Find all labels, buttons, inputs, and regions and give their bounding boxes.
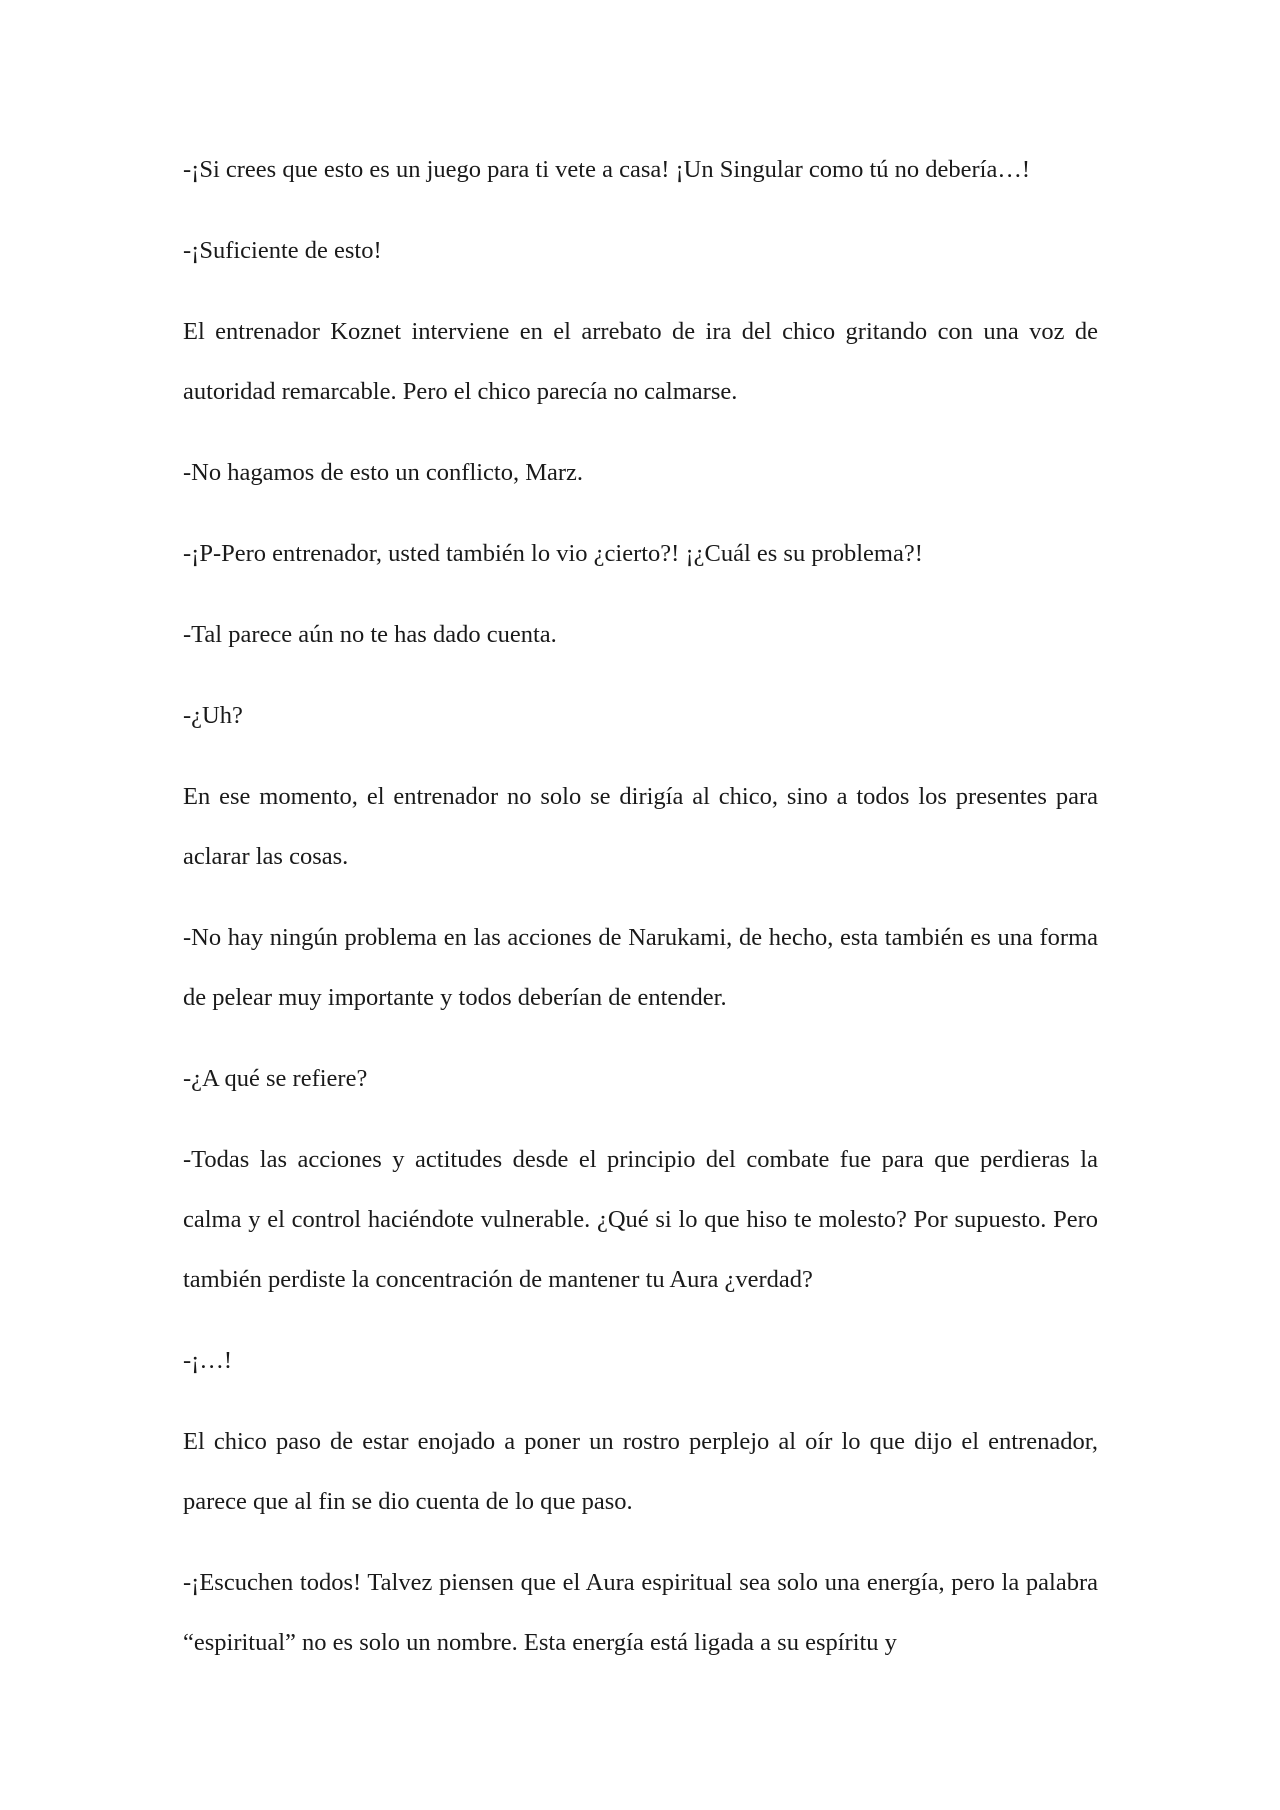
paragraph: El chico paso de estar enojado a poner un rostro perplejo al oír lo que dijo el entrenador, parece que al fin se dio cuenta de lo que paso. (183, 1428, 1098, 1515)
paragraph: -¿Uh? (183, 702, 243, 729)
paragraph: -¡Suficiente de esto! (183, 237, 382, 264)
paragraph: -¡Si crees que esto es un juego para ti vete a casa! ¡Un Singular como tú no debería…! (183, 156, 1030, 183)
paragraph: -¡P-Pero entrenador, usted también lo vio ¿cierto?! ¡¿Cuál es su problema?! (183, 540, 923, 567)
paragraph: -¡…! (183, 1347, 232, 1374)
paragraph: -¿A qué se refiere? (183, 1065, 368, 1092)
paragraph: En ese momento, el entrenador no solo se dirigía al chico, sino a todos los presentes para aclarar las cosas. (183, 783, 1098, 870)
paragraph: -No hay ningún problema en las acciones de Narukami, de hecho, esta también es una forma de pelear muy importante y todos deberían de entender. (183, 924, 1098, 1011)
paragraph: -Todas las acciones y actitudes desde el principio del combate fue para que perdieras la calma y el control haciéndote vulnerable. ¿Qué si lo que hiso te molesto? Por supuesto. Pero también perdiste la concentración de mantener tu Aura ¿verdad? (183, 1146, 1098, 1293)
paragraph: -Tal parece aún no te has dado cuenta. (183, 621, 557, 648)
paragraph: -No hagamos de esto un conflicto, Marz. (183, 459, 584, 486)
document-body (183, 140, 1098, 1673)
paragraph: -¡Escuchen todos! Talvez piensen que el Aura espiritual sea solo una energía, pero la palabra “espiritual” no es solo un nombre. Esta energía está ligada a su espíritu y (183, 1569, 1098, 1656)
paragraph: El entrenador Koznet interviene en el arrebato de ira del chico gritando con una voz de autoridad remarcable. Pero el chico parecía no calmarse. (183, 318, 1098, 405)
